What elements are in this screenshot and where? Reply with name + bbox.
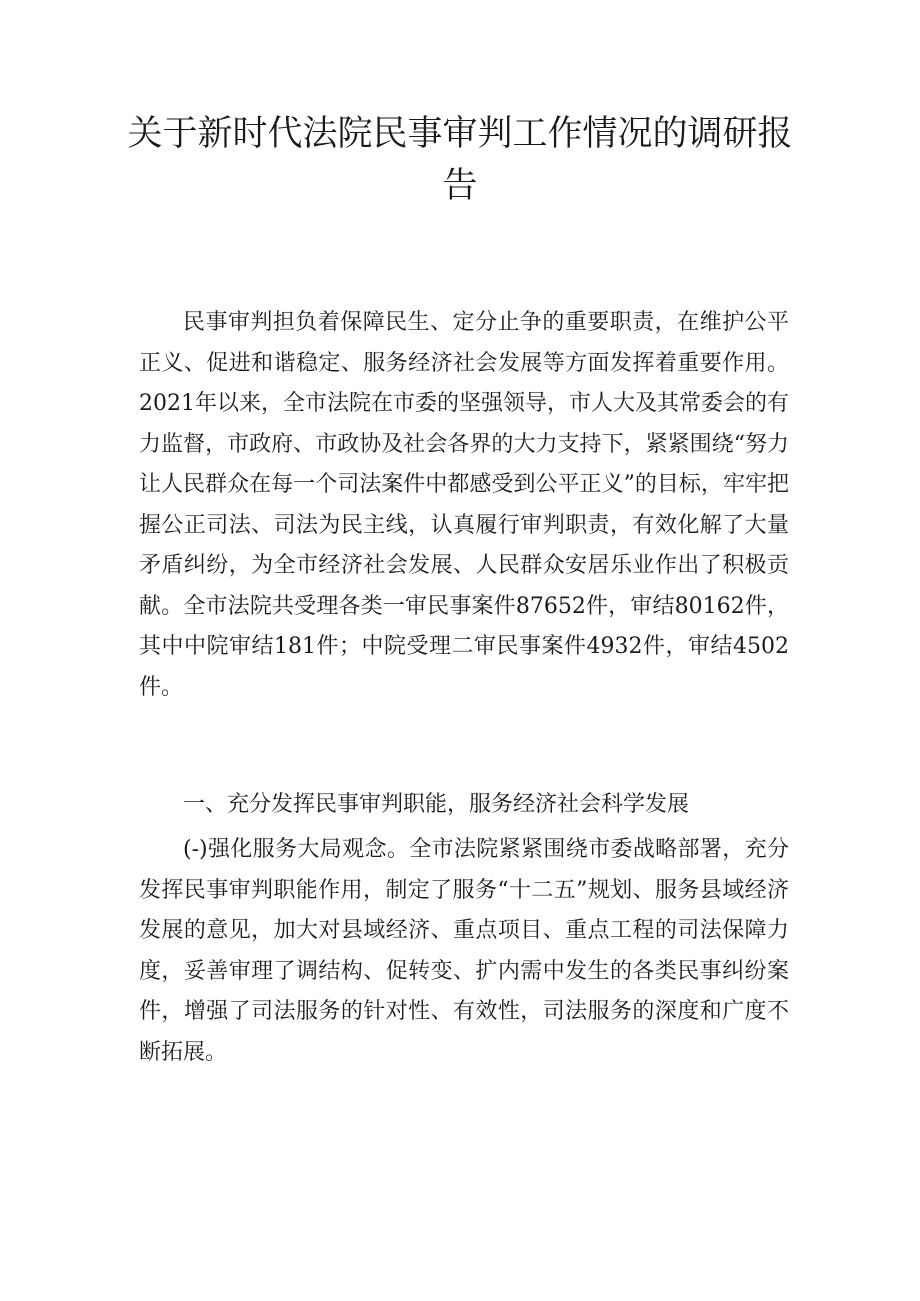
section-heading: 一、充分发挥民事审判职能，服务经济社会科学发展 <box>183 792 690 817</box>
document-title: 关于新时代法院民事审判工作情况的调研报告 <box>127 114 793 206</box>
intro-paragraph: 民事审判担负着保障民生、定分止争的重要职责，在维护公平正义、促进和谐稳定、服务经济社会发展等方面发挥着重要作用。2021年以来，全市法院在市委的坚强领导，市人大及其常委会的有力监督，市政府、市政协及社会各界的大力支持下，紧紧围绕“努力让人民群众在每一个司法案件中都感受到公平正义”的目标，牢牢把握公正司法、司法为民主线，认真履行审判职责，有效化解了大量矛盾纠纷，为全市经济社会发展、人民群众安居乐业作出了积极贡献。全市法院共受理各类一审民事案件87652件，审结80162件，其中中院审结181件；中院受理二审民事案件4932件，审结4502件。 <box>139 310 789 700</box>
section-paragraph: (-)强化服务大局观念。全市法院紧紧围绕市委战略部署，充分发挥民事审判职能作用，制定了服务“十二五”规划、服务县域经济发展的意见，加大对县域经济、重点项目、重点工程的司法保障力度，妥善审理了调结构、促转变、扩内需中发生的各类民事纠纷案件，增强了司法服务的针对性、有效性，司法服务的深度和广度不断拓展。 <box>139 837 789 1065</box>
